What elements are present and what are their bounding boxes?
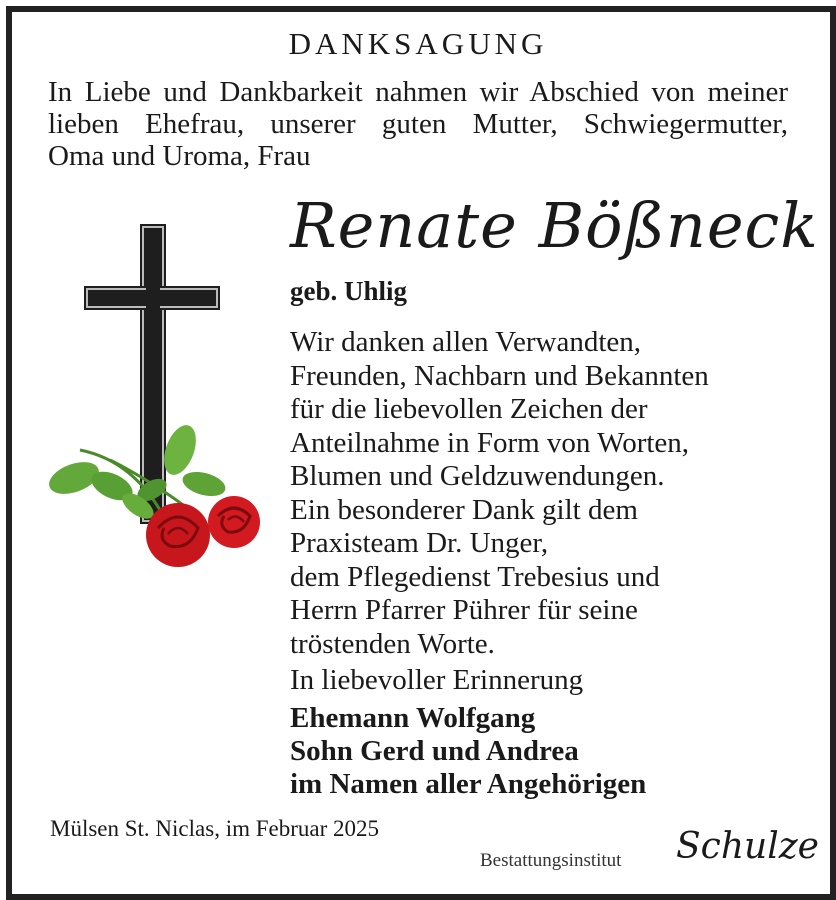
thanks-line: Ein besonderer Dank gilt dem — [290, 493, 638, 526]
thanks-line: Wir danken allen Verwandten, — [290, 326, 642, 358]
signer-line: Ehemann Wolfgang — [290, 702, 536, 734]
intro-line: In Liebe und Dankbarkeit nahmen wir Abschied von meiner — [48, 76, 788, 108]
signer-line: Sohn Gerd und Andrea — [290, 735, 579, 767]
thanks-line: Blumen und Geldzuwendungen. — [290, 460, 665, 492]
intro-line: Oma und Uroma, Frau — [48, 140, 311, 172]
thanks-text — [290, 326, 790, 661]
intro-text — [48, 76, 788, 172]
memory-line: In liebevoller Erinnerung — [290, 664, 584, 696]
signer-line: im Namen aller Angehörigen — [290, 768, 647, 800]
notice-heading: DANKSAGUNG — [288, 26, 548, 61]
signers — [290, 702, 646, 801]
cross-with-roses — [40, 210, 280, 590]
intro-line: lieben Ehefrau, unserer guten Mutter, Schwiegermutter, — [48, 108, 788, 140]
thanks-line: Anteilnahme in Form von Worten, — [290, 426, 690, 459]
thanks-line: Freunden, Nachbarn und Bekannten — [290, 359, 709, 392]
thanks-line: tröstenden Worte. — [290, 627, 495, 660]
place-date: Mülsen St. Niclas, im Februar 2025 — [50, 816, 379, 841]
thanks-line: dem Pflegedienst Trebesius und — [290, 560, 660, 593]
funeral-home-label: Bestattungsinstitut — [480, 850, 622, 871]
thanks-line: für die liebevollen Zeichen der — [290, 393, 648, 425]
thanks-line: Praxisteam Dr. Unger, — [290, 527, 549, 559]
birth-name: geb. Uhlig — [290, 276, 408, 306]
thanks-line: Herrn Pfarrer Pührer für seine — [290, 594, 638, 626]
deceased-name: Renate Bößneck — [290, 189, 819, 262]
funeral-home-logo: Schulze — [676, 826, 819, 867]
